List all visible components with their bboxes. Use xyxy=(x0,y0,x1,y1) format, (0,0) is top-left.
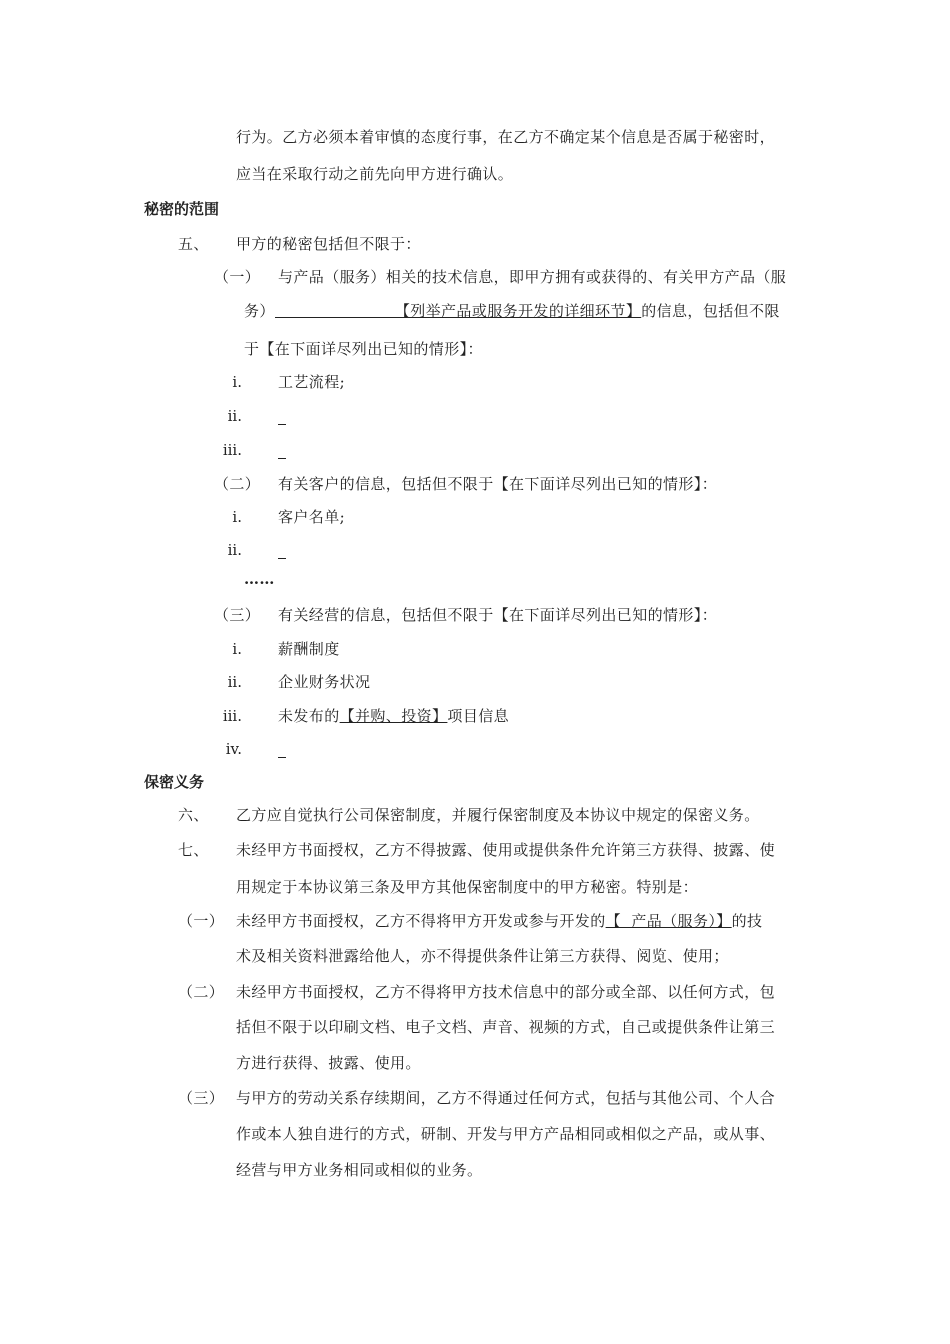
list-marker: i. xyxy=(232,640,242,658)
sub-clause-text: 与甲方的劳动关系存续期间，乙方不得通过任何方式，包括与其他公司、个人合 xyxy=(236,1089,776,1107)
list-marker: iii. xyxy=(222,707,242,725)
list-marker: i. xyxy=(232,373,242,391)
sub-clause-text: 方进行获得、披露、使用。 xyxy=(236,1054,421,1072)
list-marker: ii. xyxy=(227,541,242,559)
list-marker: ii. xyxy=(227,673,242,691)
list-item: 薪酬制度 xyxy=(278,640,340,658)
blank-line xyxy=(278,424,286,425)
sub-clause-marker: （一） xyxy=(178,912,225,930)
text-segment: 未发布的 xyxy=(278,707,340,725)
sub-clause-text xyxy=(244,301,780,321)
sub-clause-marker: （二） xyxy=(178,983,225,1001)
list-item: 工艺流程; xyxy=(278,373,346,391)
list-item: 企业财务状况 xyxy=(278,673,371,691)
list-marker: iii. xyxy=(222,441,242,459)
sub-clause-text: 有关客户的信息，包括但不限于【在下面详尽列出已知的情形】： xyxy=(278,475,718,493)
body-text-line: 应当在采取行动之前先向甲方进行确认。 xyxy=(236,165,514,183)
body-text-line: 行为。乙方必须本着审慎的态度行事，在乙方不确定某个信息是否属于秘密时， xyxy=(236,128,776,146)
text-segment: 的信息，包括但不限 xyxy=(641,302,780,320)
sub-clause-text xyxy=(236,911,762,931)
sub-clause-text: 术及相关资料泄露给他人，亦不得提供条件让第三方获得、阅览、使用； xyxy=(236,947,729,965)
blank-line xyxy=(278,558,286,559)
text-segment: 项目信息 xyxy=(447,707,510,725)
clause-text: 未经甲方书面授权，乙方不得披露、使用或提供条件允许第三方获得、披露、使 xyxy=(236,841,776,859)
ellipsis: …… xyxy=(244,570,275,588)
sub-clause-text: 于【在下面详尽列出已知的情形】： xyxy=(244,340,483,358)
section-heading-scope: 秘密的范围 xyxy=(144,200,220,218)
text-segment: 的技 xyxy=(731,912,763,930)
placeholder-text: 【 产品（服务）】 xyxy=(605,912,732,930)
sub-clause-text: 作或本人独自进行的方式，研制、开发与甲方产品相同或相似之产品，或从事、 xyxy=(236,1125,776,1143)
blank-line xyxy=(278,757,286,758)
sub-clause-marker: （一） xyxy=(214,268,261,286)
sub-clause-text: 未经甲方书面授权，乙方不得将甲方技术信息中的部分或全部、以任何方式，包 xyxy=(236,983,776,1001)
sub-clause-marker: （三） xyxy=(178,1089,225,1107)
sub-clause-marker: （三） xyxy=(214,606,261,624)
clause-marker: 七、 xyxy=(178,841,209,859)
placeholder-text: 【列举产品或服务开发的详细环节】 xyxy=(394,302,642,320)
text-segment: 未经甲方书面授权，乙方不得将甲方开发或参与开发的 xyxy=(236,912,606,930)
sub-clause-text: 括但不限于以印刷文档、电子文档、声音、视频的方式，自己或提供条件让第三 xyxy=(236,1018,776,1036)
clause-marker: 六、 xyxy=(178,806,209,824)
sub-clause-marker: （二） xyxy=(214,475,261,493)
sub-clause-text: 有关经营的信息，包括但不限于【在下面详尽列出已知的情形】： xyxy=(278,606,718,624)
list-marker: ii. xyxy=(227,407,242,425)
clause-marker: 五、 xyxy=(178,235,209,253)
placeholder-text: 【并购、投资】 xyxy=(339,707,448,725)
fill-blank xyxy=(275,302,395,318)
list-item xyxy=(278,706,509,726)
list-marker: i. xyxy=(232,508,242,526)
clause-text: 乙方应自觉执行公司保密制度，并履行保密制度及本协议中规定的保密义务。 xyxy=(236,806,760,824)
list-marker: iv. xyxy=(225,740,242,758)
blank-line xyxy=(278,458,286,459)
section-heading-duty: 保密义务 xyxy=(144,773,205,791)
text-segment: 务） xyxy=(244,302,275,320)
sub-clause-text: 经营与甲方业务相同或相似的业务。 xyxy=(236,1161,483,1179)
sub-clause-text: 与产品（服务）相关的技术信息，即甲方拥有或获得的、有关甲方产品（服 xyxy=(278,268,787,286)
list-item: 客户名单; xyxy=(278,508,346,526)
clause-text: 用规定于本协议第三条及甲方其他保密制度中的甲方秘密。特别是： xyxy=(236,878,699,896)
clause-text: 甲方的秘密包括但不限于： xyxy=(236,235,421,253)
